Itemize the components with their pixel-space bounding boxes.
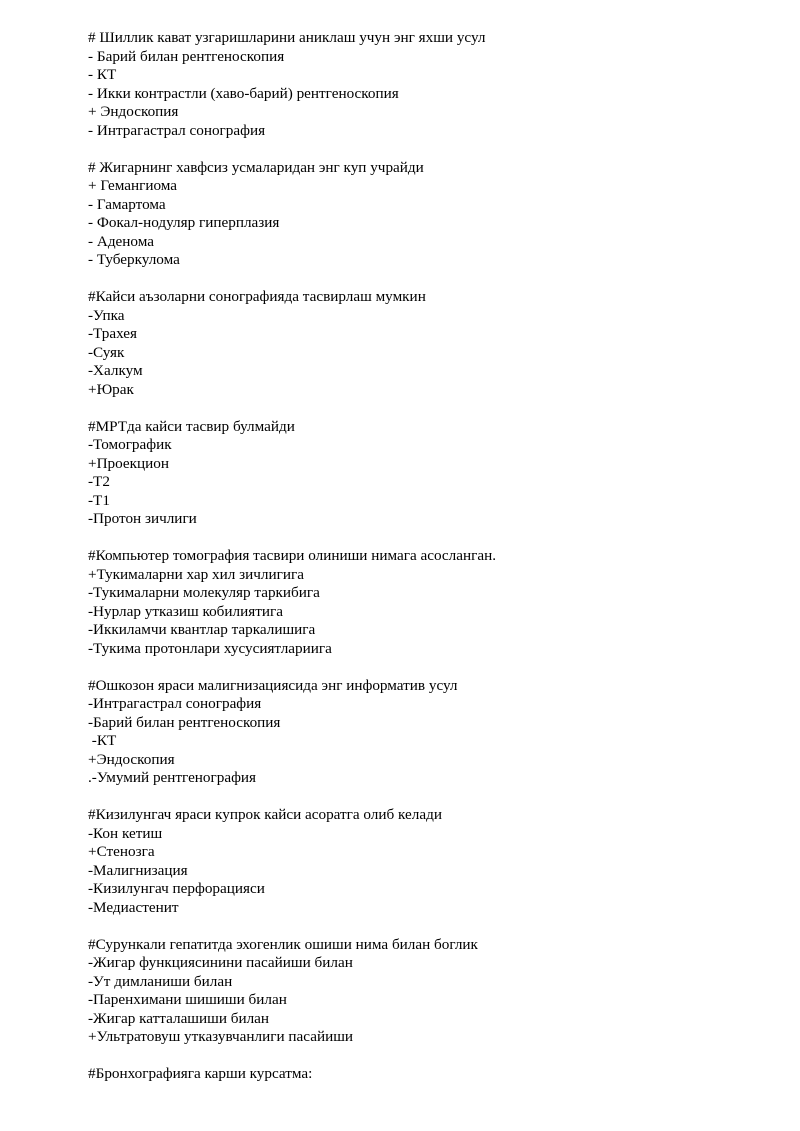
question-text: # Шиллик кават узгаришларини аниклаш учун энг яхши усул — [88, 29, 486, 46]
answer-option: +Эндоскопия — [88, 750, 175, 768]
question-text: #Ошкозон яраси малигнизациясида энг информатив усул — [88, 676, 458, 694]
answer-option: +Юрак — [88, 380, 134, 398]
answer-option: -КТ — [88, 732, 117, 749]
question-block — [88, 418, 768, 529]
answer-option: -Малигнизация — [88, 861, 188, 879]
answer-option: -Нурлар утказиш кобилиятига — [88, 602, 283, 620]
document-page — [88, 29, 768, 1102]
answer-option: -Барий билан рентгеноскопия — [88, 713, 281, 731]
answer-option: +Ультратовуш утказувчанлиги пасайиши — [88, 1028, 354, 1045]
answer-option: - Интрагастрал сонография — [88, 121, 266, 139]
question-text: #Кайси аъзоларни сонографияда тасвирлаш мумкин — [88, 288, 426, 305]
answer-option: -Ут димланиши билан — [88, 972, 233, 990]
question-text: #Сурункали гепатитда эхогенлик ошиши нима билан боглик — [88, 935, 478, 953]
answer-option: -Кизилунгач перфорацияси — [88, 880, 265, 897]
answer-option: +Проекцион — [88, 454, 170, 472]
answer-option: -Протон зичлиги — [88, 510, 197, 527]
answer-option: -Упка — [88, 306, 125, 324]
answer-option: - Фокал-нодуляр гиперплазия — [88, 214, 280, 231]
answer-option: -Интрагастрал сонография — [88, 695, 262, 712]
question-text: #МРТда кайси тасвир булмайди — [88, 417, 295, 435]
answer-option: -Халкум — [88, 362, 143, 379]
answer-option: - Барий билан рентгеноскопия — [88, 47, 285, 65]
answer-option: - Гамартома — [88, 195, 166, 213]
question-block — [88, 288, 768, 399]
answer-option: -Томографик — [88, 436, 172, 453]
answer-option: + Эндоскопия — [88, 103, 179, 120]
question-block — [88, 806, 768, 917]
answer-option: -Трахея — [88, 325, 138, 342]
question-text: #Компьютер томография тасвири олиниши нимага асосланган. — [88, 547, 497, 564]
answer-option: -Тукималарни молекуляр таркибига — [88, 584, 320, 601]
question-block — [88, 1065, 768, 1084]
answer-option: -Жигар функциясинини пасайиши билан — [88, 954, 353, 971]
answer-option: +Тукималарни хар хил зичлигига — [88, 565, 304, 583]
question-block — [88, 677, 768, 788]
question-block — [88, 29, 768, 140]
answer-option: -Тукима протонлари хусусиятлариига — [88, 639, 332, 657]
answer-option: .-Умумий рентгенография — [88, 769, 257, 786]
answer-option: -Медиастенит — [88, 898, 179, 916]
question-text: #Бронхографияга карши курсатма: — [88, 1065, 313, 1082]
answer-option: -Кон кетиш — [88, 824, 163, 842]
question-text: #Кизилунгач яраси купрок кайси асоратга олиб келади — [88, 806, 442, 823]
answer-option: - Туберкулома — [88, 251, 180, 268]
question-block — [88, 936, 768, 1047]
question-text: # Жигарнинг хавфсиз усмаларидан энг куп учрайди — [88, 158, 424, 176]
question-block — [88, 547, 768, 658]
answer-option: -Суяк — [88, 343, 125, 361]
answer-option: +Стенозга — [88, 843, 155, 860]
answer-option: - КТ — [88, 66, 117, 83]
question-block — [88, 159, 768, 270]
answer-option: -Иккиламчи квантлар таркалишига — [88, 621, 316, 638]
answer-option: + Гемангиома — [88, 177, 178, 194]
answer-option: -Т1 — [88, 491, 110, 509]
answer-option: -Жигар катталашиши билан — [88, 1009, 270, 1027]
answer-option: -Паренхимани шишиши билан — [88, 991, 287, 1008]
answer-option: -Т2 — [88, 473, 110, 490]
answer-option: - Аденома — [88, 232, 154, 250]
answer-option: - Икки контрастли (хаво-барий) рентгеноскопия — [88, 84, 399, 102]
